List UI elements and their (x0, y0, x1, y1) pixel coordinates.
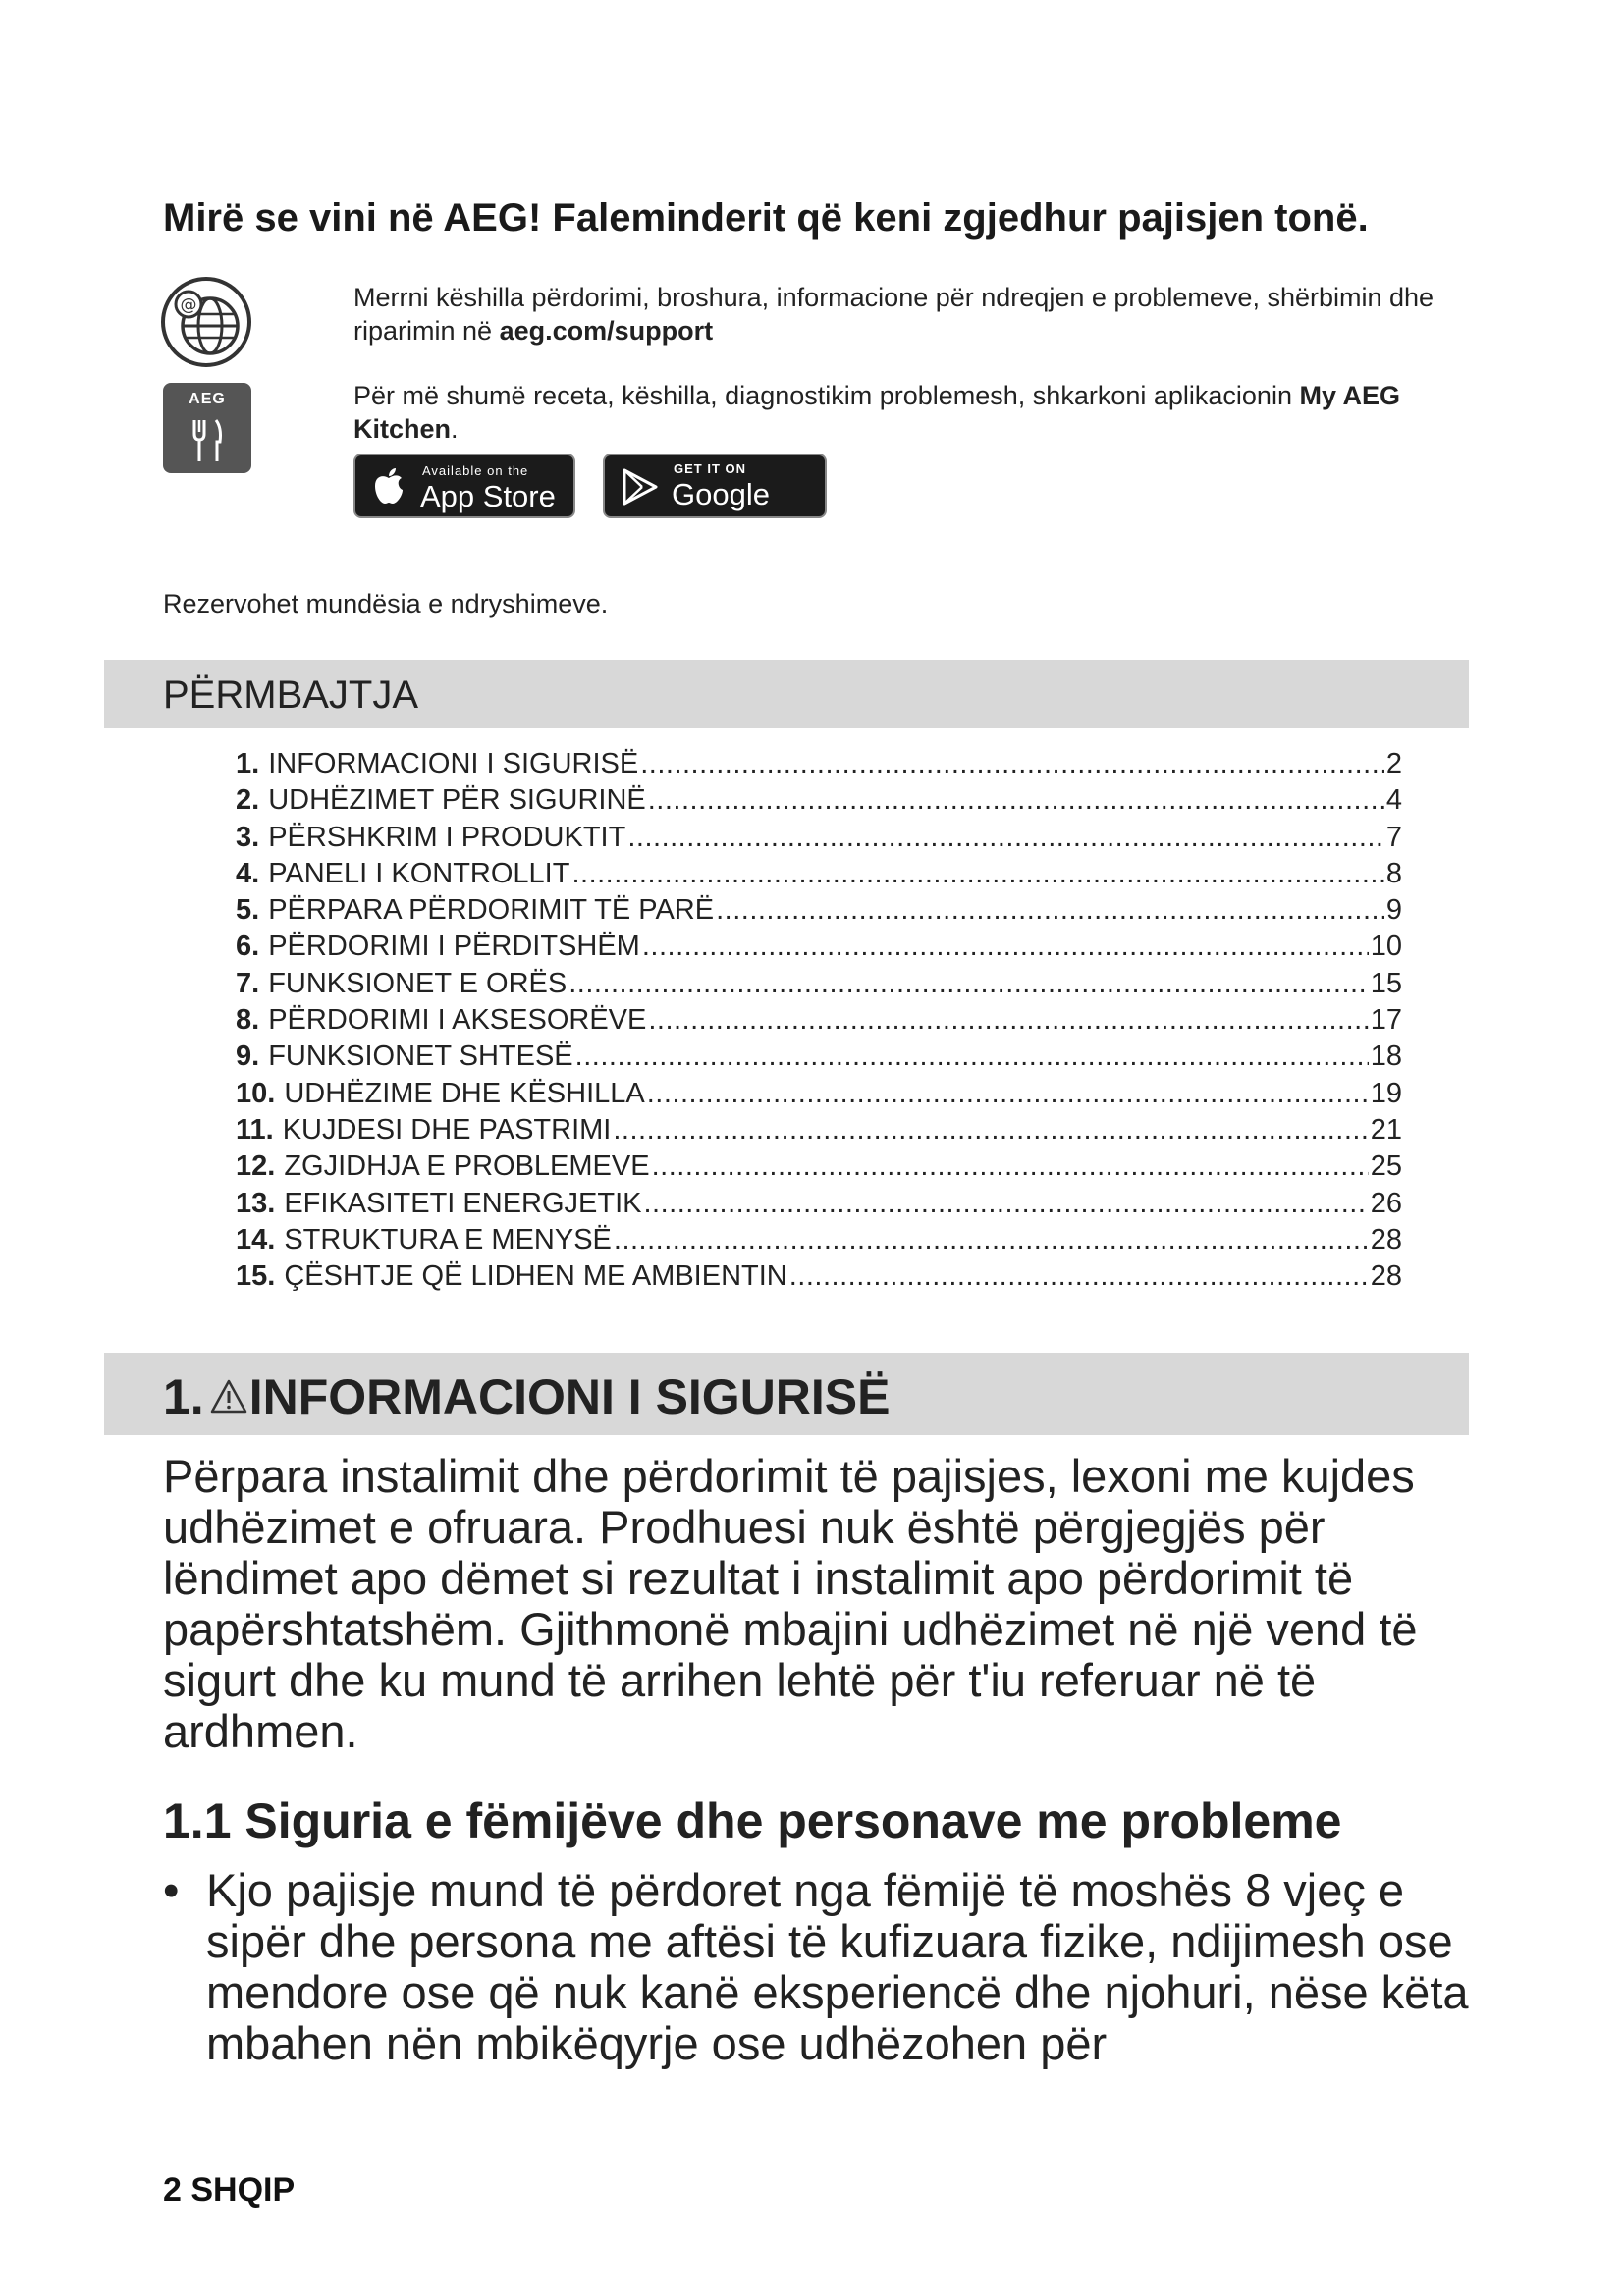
toc-item[interactable] (236, 822, 1402, 858)
toc-leader (647, 1078, 1369, 1110)
toc-item-title: ZGJIDHJA E PROBLEMEVE (284, 1150, 650, 1183)
toc-leader (648, 784, 1384, 817)
toc-item-page: 19 (1370, 1077, 1402, 1109)
toc-item-number: 4. (236, 857, 260, 889)
toc-item-page: 18 (1370, 1041, 1402, 1073)
toc-item-title: INFORMACIONI I SIGURISË (268, 748, 639, 779)
warning-icon (210, 1378, 247, 1415)
toc-heading: PËRMBAJTJA (163, 673, 419, 717)
toc-item-page: 4 (1385, 784, 1402, 817)
toc-item-page: 8 (1385, 857, 1402, 889)
toc-item-title: PANELI I KONTROLLIT (268, 857, 570, 889)
toc-item-number: 11. (236, 1113, 274, 1146)
app-text: Për më shumë receta, këshilla, diagnostikim problemesh, shkarkoni aplikacionin (353, 381, 1300, 410)
toc-item[interactable] (236, 1260, 1402, 1297)
app-store-big: App Store (420, 479, 556, 513)
toc-leader (571, 858, 1383, 890)
toc-item-number: 15. (236, 1260, 276, 1293)
toc-leader (640, 748, 1384, 780)
toc-leader (613, 1114, 1368, 1147)
toc-item[interactable] (236, 748, 1402, 784)
app-name: My AEG Kitchen (353, 381, 1400, 444)
toc-leader (642, 931, 1369, 963)
section-title-text: INFORMACIONI I SIGURISË (248, 1369, 891, 1424)
apple-icon (373, 466, 405, 506)
toc-item-page: 7 (1385, 821, 1402, 853)
svg-text:@: @ (180, 295, 197, 315)
toc-item-title: PËRPARA PËRDORIMIT TË PARË (268, 894, 715, 927)
toc-item-page: 9 (1385, 894, 1402, 927)
toc-item[interactable] (236, 858, 1402, 894)
toc-item-page: 15 (1370, 967, 1402, 999)
bullet-text: Kjo pajisje mund të përdoret nga fëmijë të moshës 8 vjeç e sipër dhe persona me aftësi të kufizuara fizike, ndijimesh ose mendore ose që nuk kanë eksperiencë dhe njohuri, nëse këta mbahen nën mbikëqyrje ose udhëzohen për (206, 1864, 1469, 2069)
toc-item-number: 6. (236, 931, 260, 963)
toc-item[interactable] (236, 1188, 1402, 1224)
support-link[interactable]: aeg.com/support (499, 316, 714, 346)
section-title (163, 1368, 891, 1425)
google-play-big: Google Play (672, 477, 770, 547)
toc-item-title: UDHËZIME DHE KËSHILLA (284, 1077, 645, 1109)
bullet-marker: • (163, 1864, 180, 1916)
app-store-small: Available on the (422, 463, 529, 478)
page-footer: 2 SHQIP (163, 2171, 296, 2209)
welcome-heading: Mirë se vini në AEG! Faleminderit që keni zgjedhur pajisjen tonë. (163, 196, 1369, 240)
cutlery-icon (190, 418, 224, 463)
toc-item-title: ÇËSHTJE QË LIDHEN ME AMBIENTIN (284, 1260, 787, 1293)
toc-item-number: 14. (236, 1223, 276, 1255)
app-info (353, 379, 1473, 446)
toc-item-title: FUNKSIONET E ORËS (268, 967, 568, 999)
table-of-contents (236, 748, 1402, 1297)
toc-item-page: 10 (1370, 931, 1402, 963)
google-play-icon (621, 467, 660, 507)
toc-leader (614, 1224, 1369, 1256)
toc-item[interactable] (236, 1114, 1402, 1150)
toc-item-title: UDHËZIMET PËR SIGURINË (268, 784, 646, 817)
subsection-heading: 1.1 Siguria e fëmijëve dhe personave me probleme (163, 1793, 1342, 1848)
toc-item[interactable] (236, 1150, 1402, 1187)
toc-item[interactable] (236, 931, 1402, 967)
toc-item-number: 10. (236, 1077, 276, 1109)
toc-item-page: 25 (1370, 1150, 1402, 1183)
toc-item-page: 21 (1370, 1113, 1402, 1146)
toc-leader (789, 1260, 1369, 1293)
toc-item-title: EFIKASITETI ENERGJETIK (284, 1187, 642, 1219)
app-store-badge[interactable] (353, 454, 575, 518)
toc-item-number: 7. (236, 967, 260, 999)
toc-item-page: 28 (1370, 1223, 1402, 1255)
toc-item[interactable] (236, 784, 1402, 821)
toc-leader (648, 1004, 1368, 1037)
toc-item-title: STRUKTURA E MENYSË (284, 1223, 612, 1255)
toc-leader (644, 1188, 1369, 1220)
toc-item-title: FUNKSIONET SHTESË (268, 1041, 573, 1073)
toc-item-title: PËRDORIMI I PËRDITSHËM (268, 931, 640, 963)
bullet-item (163, 1865, 1489, 2069)
toc-item[interactable] (236, 968, 1402, 1004)
toc-item[interactable] (236, 1078, 1402, 1114)
support-text: Merrni këshilla përdorimi, broshura, informacione për ndreqjen e problemeve, shërbimin dhe riparimin në (353, 283, 1435, 346)
section-number: 1. (163, 1369, 204, 1424)
toc-leader (716, 894, 1384, 927)
support-info (353, 281, 1473, 347)
toc-item-page: 17 (1370, 1004, 1402, 1037)
toc-item-title: KUJDESI DHE PASTRIMI (282, 1113, 612, 1146)
toc-item-number: 1. (236, 748, 260, 779)
google-play-small: GET IT ON (674, 461, 746, 476)
toc-leader (652, 1150, 1369, 1183)
google-play-badge[interactable] (603, 454, 827, 547)
toc-item[interactable] (236, 1224, 1402, 1260)
toc-header-bar (104, 660, 1469, 728)
toc-item-page: 26 (1370, 1187, 1402, 1219)
toc-item-page: 28 (1370, 1260, 1402, 1293)
toc-item[interactable] (236, 1041, 1402, 1077)
aeg-app-icon-label: AEG (189, 391, 226, 407)
section-header-bar (104, 1353, 1469, 1435)
rights-notice: Rezervohet mundësia e ndryshimeve. (163, 589, 609, 618)
toc-item[interactable] (236, 1004, 1402, 1041)
toc-item-number: 8. (236, 1004, 260, 1037)
toc-item-number: 13. (236, 1187, 276, 1219)
toc-item-number: 2. (236, 784, 260, 817)
toc-item-number: 3. (236, 821, 260, 853)
safety-intro-paragraph: Përpara instalimit dhe përdorimit të pajisjes, lexoni me kujdes udhëzimet e ofruara. Prodhuesi nuk është përgjegjës për lëndimet apo dëmet si rezultat i instalimit apo përdorimit të papërshtatshëm. Gjithmonë mbajini udhëzimet në një vend të sigurt dhe ku mund të arrihen lehtë për t'iu referuar në të ardhmen. (163, 1450, 1418, 1757)
toc-item-number: 12. (236, 1150, 276, 1183)
toc-item-page: 2 (1385, 748, 1402, 779)
app-suffix: . (451, 414, 459, 444)
globe-icon (159, 275, 253, 369)
toc-item-title: PËRDORIMI I AKSESORËVE (268, 1004, 647, 1037)
aeg-app-icon (163, 383, 251, 473)
toc-item-number: 5. (236, 894, 260, 927)
toc-item[interactable] (236, 894, 1402, 931)
toc-item-number: 9. (236, 1041, 260, 1073)
toc-leader (575, 1041, 1369, 1073)
toc-leader (627, 822, 1384, 854)
toc-leader (568, 968, 1369, 1000)
toc-item-title: PËRSHKRIM I PRODUKTIT (268, 821, 626, 853)
